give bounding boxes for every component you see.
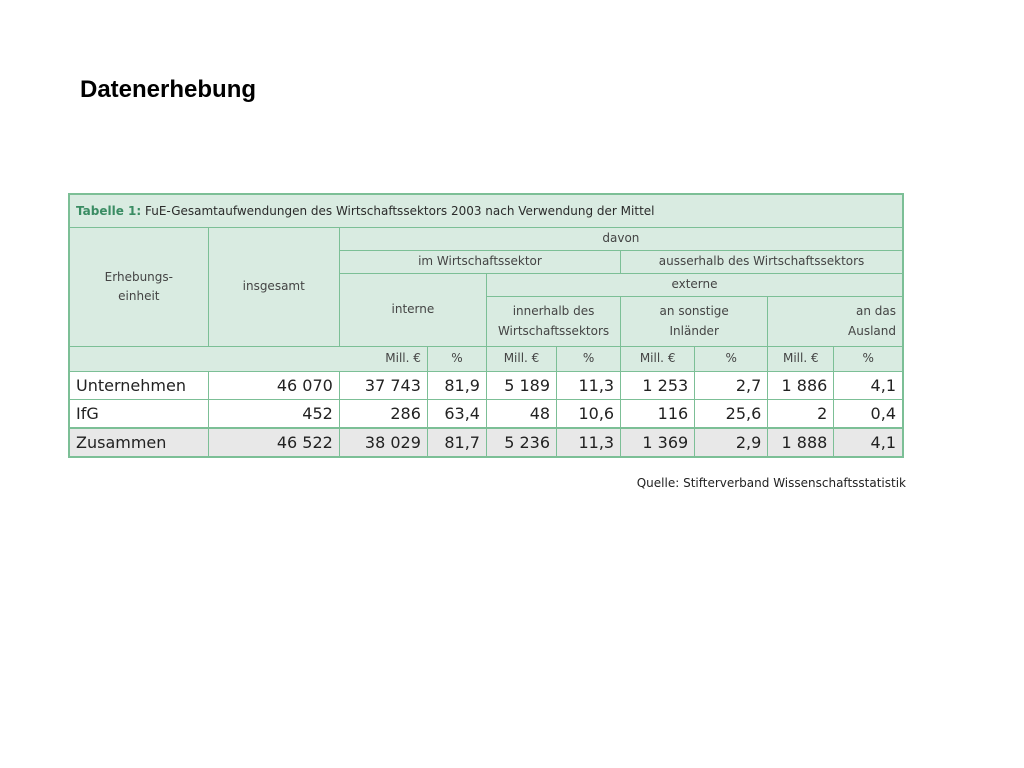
cell-sonstige-mill: 1 253: [621, 372, 695, 400]
unit-mill: Mill. €: [768, 347, 834, 372]
cell-innerhalb-pct: 10,6: [557, 400, 621, 429]
cell-sonstige-pct: 25,6: [695, 400, 768, 429]
cell-interne-mill: 37 743: [339, 372, 427, 400]
cell-ausland-mill: 2: [768, 400, 834, 429]
header-davon: davon: [339, 228, 903, 251]
cell-innerhalb-mill: 48: [486, 400, 556, 429]
cell-innerhalb-mill: 5 189: [486, 372, 556, 400]
cell-insgesamt: 46 522: [208, 428, 339, 457]
cell-interne-pct: 63,4: [427, 400, 486, 429]
cell-innerhalb-mill: 5 236: [486, 428, 556, 457]
cell-ausland-mill: 1 888: [768, 428, 834, 457]
row-label: Unternehmen: [69, 372, 208, 400]
header-innerhalb: innerhalb des Wirtschaftssektors: [486, 297, 620, 347]
header-ausland: an das Ausland: [768, 297, 903, 347]
table-caption: [69, 194, 903, 228]
rd-expenditure-table: [68, 193, 904, 458]
unit-mill: Mill. €: [486, 347, 556, 372]
header-externe: externe: [486, 274, 903, 297]
unit-pct: %: [427, 347, 486, 372]
cell-insgesamt: 46 070: [208, 372, 339, 400]
header-insgesamt: insgesamt: [208, 228, 339, 347]
cell-sonstige-pct: 2,7: [695, 372, 768, 400]
table-caption-row: [69, 194, 903, 228]
cell-ausland-pct: 4,1: [834, 372, 903, 400]
header-interne: interne: [339, 274, 486, 347]
unit-pct: %: [834, 347, 903, 372]
header-ausserhalb: ausserhalb des Wirtschaftssektors: [621, 251, 903, 274]
cell-ausland-mill: 1 886: [768, 372, 834, 400]
table-source: Quelle: Stifterverband Wissenschaftsstatistik: [636, 476, 906, 490]
table-figure: [68, 193, 904, 458]
cell-ausland-pct: 0,4: [834, 400, 903, 429]
unit-mill: Mill. €: [621, 347, 695, 372]
caption-label: Tabelle 1:: [76, 204, 142, 218]
row-label: Zusammen: [69, 428, 208, 457]
unit-pct: %: [557, 347, 621, 372]
unit-pct: %: [695, 347, 768, 372]
table-row: [69, 372, 903, 400]
cell-ausland-pct: 4,1: [834, 428, 903, 457]
header-row: [69, 228, 903, 251]
table-row-total: [69, 428, 903, 457]
unit-mill-wide: Mill. €: [69, 347, 427, 372]
cell-interne-pct: 81,9: [427, 372, 486, 400]
header-im-wirtschaftssektor: im Wirtschaftssektor: [339, 251, 620, 274]
slide-title: Datenerhebung: [80, 76, 257, 103]
row-label: IfG: [69, 400, 208, 429]
cell-sonstige-mill: 116: [621, 400, 695, 429]
units-row: [69, 347, 903, 372]
cell-innerhalb-pct: 11,3: [557, 428, 621, 457]
cell-sonstige-mill: 1 369: [621, 428, 695, 457]
table-row: [69, 400, 903, 429]
caption-text: FuE-Gesamtaufwendungen des Wirtschaftssektors 2003 nach Verwendung der Mittel: [144, 204, 655, 218]
header-sonstige-inlaender: an sonstige Inländer: [621, 297, 768, 347]
cell-sonstige-pct: 2,9: [695, 428, 768, 457]
cell-interne-pct: 81,7: [427, 428, 486, 457]
cell-insgesamt: 452: [208, 400, 339, 429]
cell-interne-mill: 286: [339, 400, 427, 429]
header-erhebungseinheit: Erhebungs- einheit: [69, 228, 208, 347]
cell-interne-mill: 38 029: [339, 428, 427, 457]
cell-innerhalb-pct: 11,3: [557, 372, 621, 400]
